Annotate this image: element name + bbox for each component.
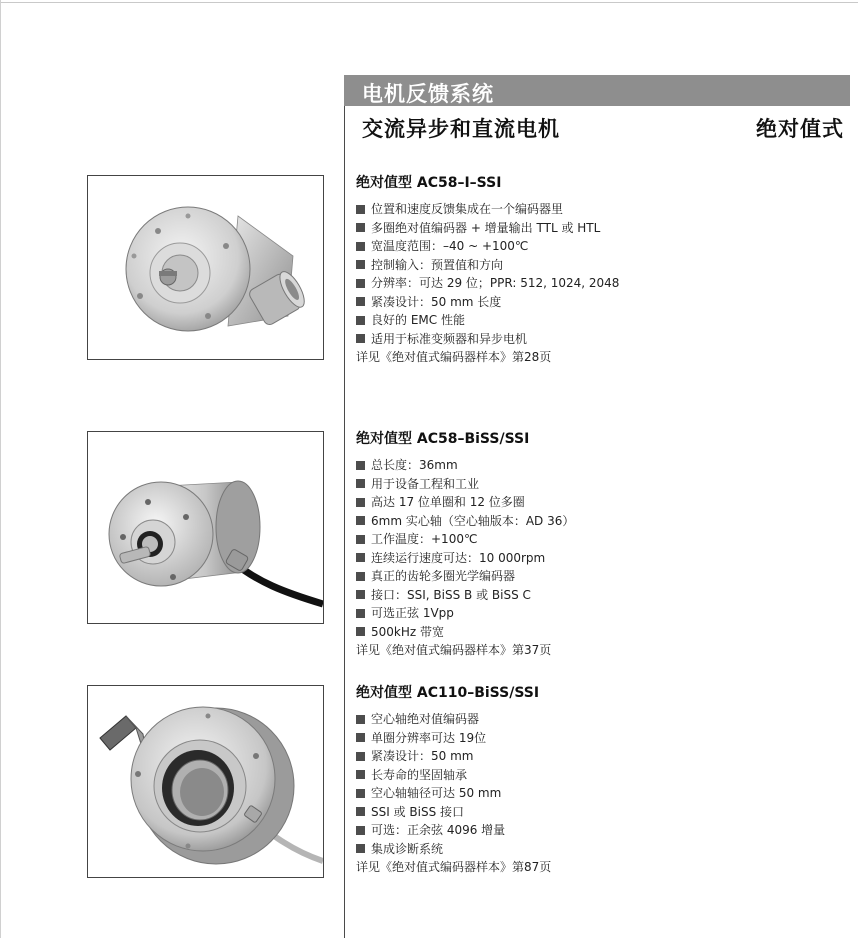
product-image-ac58-i-ssi: [87, 175, 324, 360]
page-left-border: [0, 0, 1, 938]
feature-item: [356, 623, 836, 642]
bullet-square-icon: [356, 609, 365, 618]
section-header-band: [344, 75, 850, 106]
category-subtitle: 交流异步和直流电机: [362, 117, 560, 141]
bullet-square-icon: [356, 205, 365, 214]
feature-text: 控制输入：预置值和方向: [371, 257, 504, 272]
feature-list: [356, 710, 836, 858]
catalog-reference: 详见《绝对值式编码器样本》第37页: [356, 643, 552, 657]
product-image-ac110-biss-ssi: [87, 685, 324, 878]
bullet-square-icon: [356, 807, 365, 816]
bullet-square-icon: [356, 535, 365, 544]
product-title: 绝对值型 AC110–BiSS/SSI: [356, 685, 540, 701]
bullet-square-icon: [356, 516, 365, 525]
bullet-square-icon: [356, 844, 365, 853]
feature-item: [356, 710, 836, 729]
bullet-square-icon: [356, 590, 365, 599]
bullet-square-icon: [356, 715, 365, 724]
feature-text: 紧凑设计：50 mm 长度: [371, 294, 502, 309]
feature-text: 真正的齿轮多圈光学编码器: [371, 569, 516, 583]
product-title: 绝对值型 AC58–I–SSI: [356, 175, 502, 191]
feature-text: 分辨率：可达 29 位；PPR: 512, 1024, 2048: [371, 276, 620, 290]
product-ac110-biss-ssi: [356, 682, 836, 876]
product-title: 绝对值型 AC58–BiSS/SSI: [356, 431, 530, 447]
feature-text: 可选：正余弦 4096 增量: [371, 823, 506, 837]
feature-text: 500kHz 带宽: [371, 624, 444, 639]
feature-item: [356, 293, 836, 312]
top-rule: [0, 0, 858, 7]
feature-item: [356, 604, 836, 623]
feature-item: [356, 821, 836, 840]
feature-text: 多圈绝对值编码器 + 增量输出 TTL 或 HTL: [371, 220, 601, 235]
bullet-square-icon: [356, 572, 365, 581]
feature-text: 单圈分辨率可达 19位: [371, 730, 487, 745]
feature-list: [356, 200, 836, 348]
feature-item: [356, 586, 836, 605]
feature-text: 空心轴轴径可达 50 mm: [371, 786, 502, 800]
bullet-square-icon: [356, 242, 365, 251]
feature-text: 长寿命的坚固轴承: [371, 767, 468, 782]
feature-text: 位置和速度反馈集成在一个编码器里: [371, 202, 564, 216]
feature-text: 6mm 实心轴（空心轴版本：AD 36）: [371, 513, 575, 528]
feature-item: [356, 530, 836, 549]
bullet-square-icon: [356, 498, 365, 507]
feature-text: 高达 17 位单圈和 12 位多圈: [371, 495, 525, 509]
feature-item: [356, 512, 836, 531]
product-ac58-i-ssi: [356, 172, 836, 366]
feature-item: [356, 256, 836, 275]
feature-text: 可选正弦 1Vpp: [371, 606, 454, 620]
feature-item: [356, 803, 836, 822]
catalog-reference: 详见《绝对值式编码器样本》第87页: [356, 860, 552, 874]
bullet-square-icon: [356, 826, 365, 835]
feature-item: [356, 219, 836, 238]
bullet-square-icon: [356, 260, 365, 269]
feature-item: [356, 784, 836, 803]
column-divider: [344, 75, 345, 938]
feature-text: 接口：SSI, BiSS B 或 BiSS C: [371, 587, 531, 602]
feature-item: [356, 493, 836, 512]
bullet-square-icon: [356, 223, 365, 232]
feature-item: [356, 456, 836, 475]
feature-text: 空心轴绝对值编码器: [371, 712, 480, 726]
bullet-square-icon: [356, 479, 365, 488]
feature-text: SSI 或 BiSS 接口: [371, 804, 465, 819]
feature-text: 适用于标准变频器和异步电机: [371, 331, 528, 346]
feature-list: [356, 456, 836, 641]
feature-item: [356, 747, 836, 766]
feature-item: [356, 200, 836, 219]
feature-item: [356, 567, 836, 586]
hollow-shaft-encoder-icon: [88, 686, 323, 877]
feature-item: [356, 549, 836, 568]
feature-item: [356, 330, 836, 349]
bullet-square-icon: [356, 789, 365, 798]
feature-text: 宽温度范围：–40 ~ +100℃: [371, 239, 529, 253]
feature-text: 工作温度：+100℃: [371, 532, 478, 546]
encoder-with-cable-icon: [88, 432, 323, 623]
type-subtitle: 绝对值式: [756, 117, 844, 141]
bullet-square-icon: [356, 627, 365, 636]
feature-text: 集成诊断系统: [371, 841, 444, 856]
encoder-with-connector-icon: [88, 176, 323, 359]
section-title: 电机反馈系统: [362, 82, 494, 106]
bullet-square-icon: [356, 461, 365, 470]
catalog-reference: 详见《绝对值式编码器样本》第28页: [356, 350, 552, 364]
feature-item: [356, 840, 836, 859]
feature-text: 紧凑设计：50 mm: [371, 749, 474, 763]
bullet-square-icon: [356, 733, 365, 742]
feature-item: [356, 311, 836, 330]
bullet-square-icon: [356, 553, 365, 562]
feature-text: 用于设备工程和工业: [371, 476, 480, 491]
feature-item: [356, 766, 836, 785]
bullet-square-icon: [356, 279, 365, 288]
feature-text: 良好的 EMC 性能: [371, 313, 465, 327]
feature-item: [356, 237, 836, 256]
bullet-square-icon: [356, 334, 365, 343]
feature-item: [356, 475, 836, 494]
bullet-square-icon: [356, 752, 365, 761]
feature-text: 总长度：36mm: [371, 458, 458, 472]
top-rule-line: [0, 2, 858, 3]
feature-text: 连续运行速度可达：10 000rpm: [371, 550, 546, 565]
feature-item: [356, 729, 836, 748]
feature-item: [356, 274, 836, 293]
bullet-square-icon: [356, 297, 365, 306]
product-ac58-biss-ssi: [356, 428, 836, 659]
bullet-square-icon: [356, 316, 365, 325]
product-image-ac58-biss-ssi: [87, 431, 324, 624]
bullet-square-icon: [356, 770, 365, 779]
